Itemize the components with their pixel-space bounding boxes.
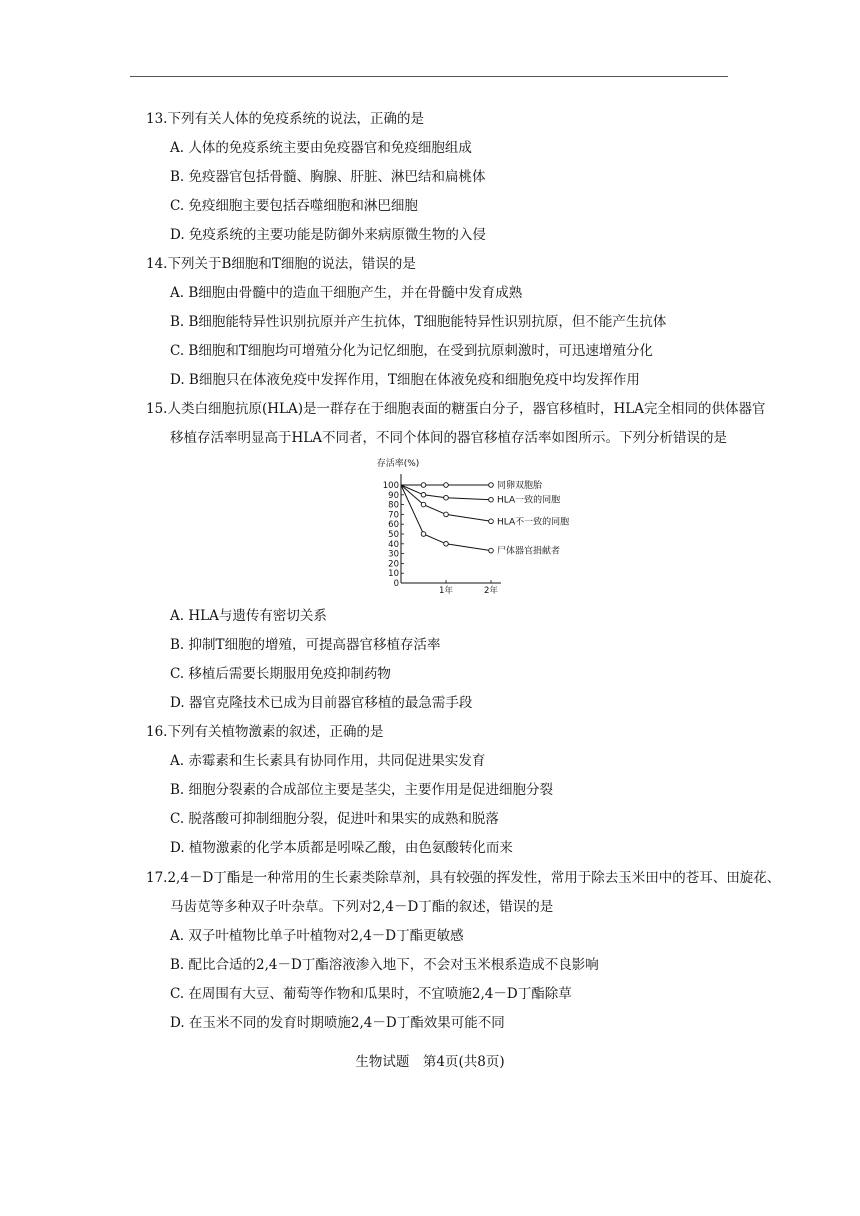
y-axis-label: 存活率(%) — [376, 459, 420, 469]
question-14-option-b: B. B细胞能特异性识别抗原并产生抗体，T细胞能特异性识别抗原，但不能产生抗体 — [170, 314, 667, 330]
question-16-option-c: C. 脱落酸可抑制细胞分裂，促进叶和果实的成熟和脱落 — [170, 811, 499, 827]
data-point — [421, 493, 426, 498]
question-17-stem-continued: 马齿苋等多种双子叶杂草。下列对2,4－D丁酯的叙述，错误的是 — [170, 899, 554, 915]
series-label: 同卵双胞胎 — [497, 481, 543, 491]
page-footer: 生物试题 第4页(共8页) — [355, 1054, 505, 1070]
data-point — [489, 483, 494, 488]
question-13-option-a: A. 人体的免疫系统主要由免疫器官和免疫细胞组成 — [170, 140, 472, 156]
survival-rate-chart — [372, 452, 612, 602]
y-tick-label: 60 — [388, 520, 399, 531]
question-15-option-a: A. HLA与遗传有密切关系 — [170, 608, 327, 624]
series-label: HLA一致的同胞 — [497, 495, 561, 506]
data-point — [489, 519, 494, 524]
y-tick-label: 80 — [388, 500, 399, 511]
y-tick-label: 40 — [388, 539, 399, 550]
question-13-option-c: C. 免疫细胞主要包括吞噬细胞和淋巴细胞 — [170, 198, 418, 214]
question-14-option-a: A. B细胞由骨髓中的造血干细胞产生，并在骨髓中发育成熟 — [170, 285, 523, 301]
question-13-option-b: B. 免疫器官包括骨髓、胸腺、肝脏、淋巴结和扁桃体 — [170, 169, 486, 185]
question-14-option-c: C. B细胞和T细胞均可增殖分化为记忆细胞，在受到抗原刺激时，可迅速增殖分化 — [170, 343, 653, 359]
question-17-option-a: A. 双子叶植物比单子叶植物对2,4－D丁酯更敏感 — [170, 928, 464, 944]
series-label: HLA不一致的同胞 — [497, 517, 570, 528]
data-point — [444, 542, 449, 547]
series-label: 尸体器官捐献者 — [497, 546, 561, 557]
question-15-option-b: B. 抑制T细胞的增殖，可提高器官移植存活率 — [170, 637, 441, 653]
y-tick-label: 70 — [388, 510, 399, 521]
y-tick-label: 90 — [388, 490, 399, 501]
question-14-stem: 14.下列关于B细胞和T细胞的说法，错误的是 — [146, 256, 416, 272]
y-tick-label: 30 — [388, 549, 399, 560]
data-point — [421, 502, 426, 507]
data-point — [444, 512, 449, 517]
question-13-option-d: D. 免疫系统的主要功能是防御外来病原微生物的入侵 — [170, 227, 486, 243]
y-tick-label: 0 — [393, 579, 399, 589]
question-14-option-d: D. B细胞只在体液免疫中发挥作用，T细胞在体液免疫和细胞免疫中均发挥作用 — [170, 372, 640, 388]
x-tick-label: 1年 — [439, 586, 453, 596]
y-tick-label: 50 — [388, 530, 399, 540]
data-point — [444, 495, 449, 500]
series-line — [401, 485, 491, 551]
question-16-stem: 16.下列有关植物激素的叙述，正确的是 — [146, 724, 384, 740]
question-16-option-a: A. 赤霉素和生长素具有协同作用，共同促进果实发育 — [170, 753, 486, 769]
question-15-stem-continued: 移植存活率明显高于HLA不同者，不同个体间的器官移植存活率如图所示。下列分析错误的是 — [170, 430, 727, 446]
question-16-option-b: B. 细胞分裂素的合成部位主要是茎尖，主要作用是促进细胞分裂 — [170, 782, 554, 798]
data-point — [489, 497, 494, 502]
question-16-option-d: D. 植物激素的化学本质都是吲哚乙酸，由色氨酸转化而来 — [170, 840, 513, 856]
top-rule — [130, 76, 728, 77]
data-point — [444, 483, 449, 488]
y-tick-label: 10 — [388, 569, 399, 580]
question-15-option-c: C. 移植后需要长期服用免疫抑制药物 — [170, 666, 391, 682]
question-15-stem: 15.人类白细胞抗原(HLA)是一群存在于细胞表面的糖蛋白分子，器官移植时，HLA完全相同的供体器官 — [146, 401, 766, 417]
data-point — [489, 548, 494, 553]
x-tick-label: 2年 — [484, 586, 498, 596]
question-17-stem: 17.2,4－D丁酯是一种常用的生长素类除草剂，具有较强的挥发性，常用于除去玉米田中的苍耳、田旋花、 — [146, 870, 781, 886]
question-17-option-d: D. 在玉米不同的发育时期喷施2,4－D丁酯效果可能不同 — [170, 1015, 505, 1031]
question-15-option-d: D. 器官克隆技术已成为目前器官移植的最急需手段 — [170, 695, 473, 711]
data-point — [421, 483, 426, 488]
question-17-option-b: B. 配比合适的2,4－D丁酯溶液渗入地下，不会对玉米根系造成不良影响 — [170, 957, 599, 973]
data-point — [421, 532, 426, 537]
question-17-option-c: C. 在周围有大豆、葡萄等作物和瓜果时，不宜喷施2,4－D丁酯除草 — [170, 986, 572, 1002]
question-13-stem: 13.下列有关人体的免疫系统的说法，正确的是 — [146, 111, 424, 127]
y-tick-label: 100 — [382, 481, 399, 491]
y-tick-label: 20 — [388, 559, 399, 570]
